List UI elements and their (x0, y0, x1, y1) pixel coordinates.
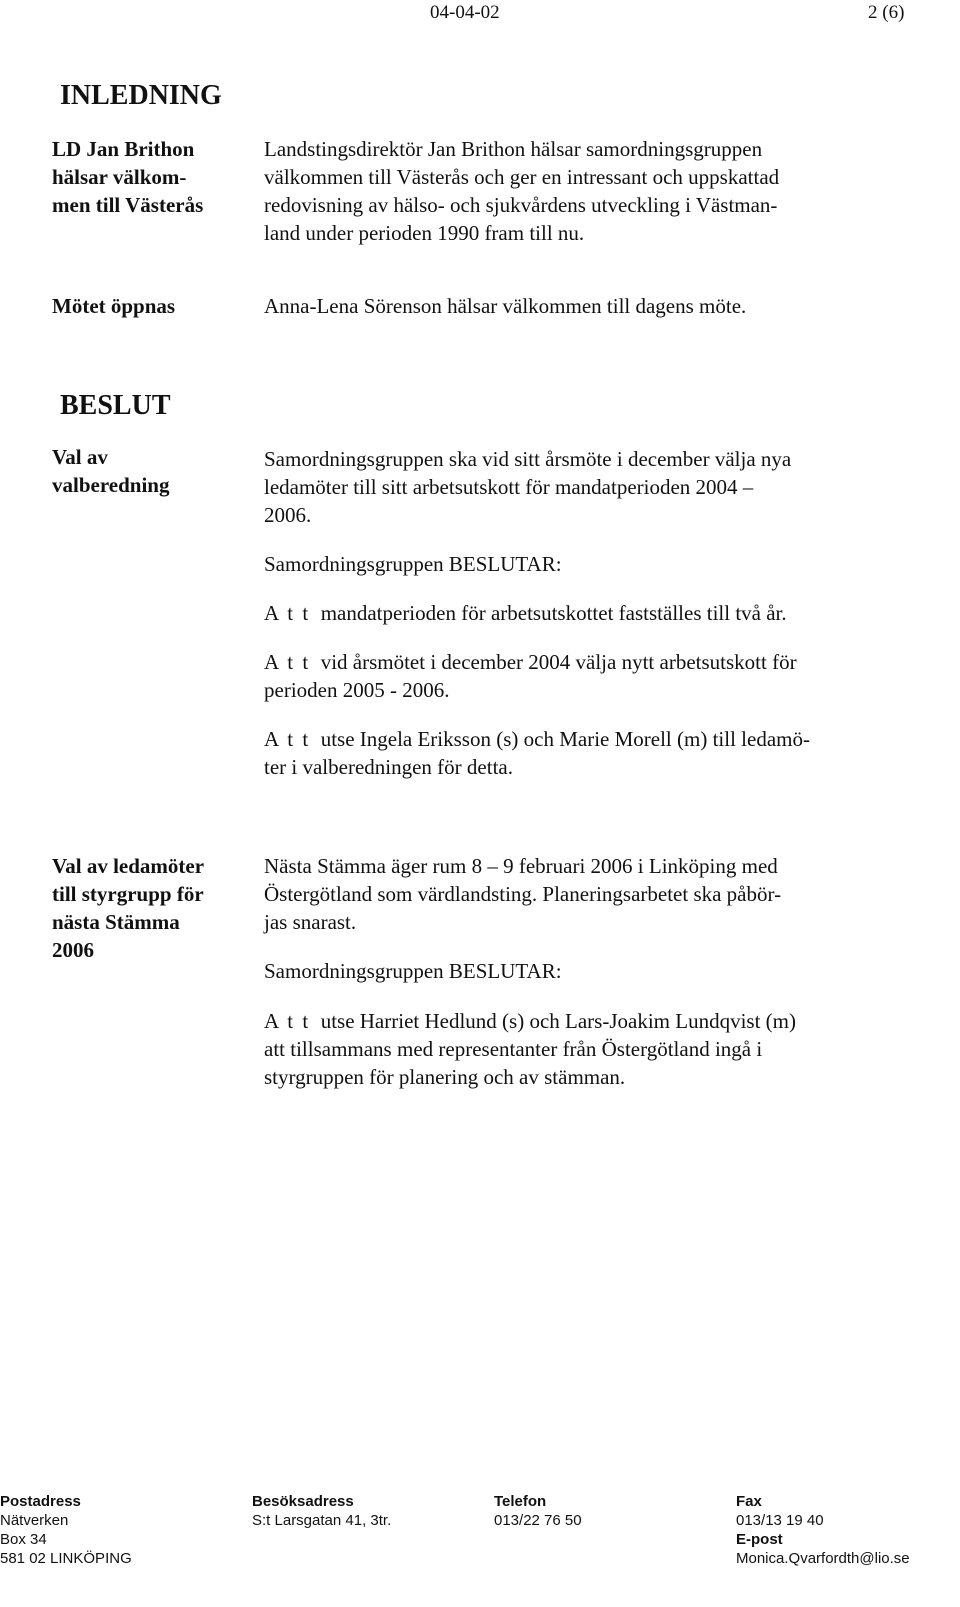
paragraph-line: välkommen till Västerås och ger en intressant och uppskattad (264, 165, 780, 189)
paragraph-line: land under perioden 1990 fram till nu. (264, 221, 585, 245)
side-heading-line: 2006 (52, 938, 94, 962)
att-word: A t t (264, 650, 311, 674)
footer-label: E-post (736, 1531, 783, 1548)
paragraph-line: Nästa Stämma äger rum 8 – 9 februari 2006 i Linköping med (264, 854, 778, 878)
page-number: 2 (6) (868, 2, 905, 23)
paragraph-line: Östergötland som värdlandsting. Planeringsarbetet ska påbör- (264, 882, 782, 906)
decision-text: mandatperioden för arbetsutskottet fastställes till två år. (320, 601, 787, 625)
paragraph-line: redovisning av hälso- och sjukvårdens utveckling i Västman- (264, 193, 778, 217)
valberedning-intro (264, 445, 924, 529)
document-date: 04-04-02 (430, 2, 500, 23)
opening-paragraph: Anna-Lena Sörenson hälsar välkommen till dagens möte. (264, 294, 747, 318)
footer-value: S:t Larsgatan 41, 3tr. (252, 1512, 392, 1529)
att-word: A t t (264, 601, 311, 625)
footer-email[interactable]: Monica.Qvarfordth@lio.se (736, 1550, 910, 1567)
decision-label: Samordningsgruppen BESLUTAR: (264, 959, 562, 983)
paragraph-line: Landstingsdirektör Jan Brithon hälsar samordningsgruppen (264, 137, 763, 161)
decision-label: Samordningsgruppen BESLUTAR: (264, 552, 562, 576)
side-heading-styrgrupp (52, 852, 242, 964)
decision-item (264, 1007, 924, 1091)
footer-label: Fax (736, 1493, 762, 1510)
decision-text: ter i valberedningen för detta. (264, 755, 513, 779)
decision-item (264, 725, 924, 781)
styrgrupp-intro (264, 852, 924, 936)
footer-label: Besöksadress (252, 1493, 354, 1510)
side-heading-line: men till Västerås (52, 193, 204, 217)
decision-text: perioden 2005 - 2006. (264, 678, 450, 702)
side-heading-opening: Mötet öppnas (52, 294, 176, 318)
footer-postadress (0, 1492, 132, 1568)
welcome-paragraph (264, 135, 924, 247)
footer-value: 581 02 LINKÖPING (0, 1550, 132, 1567)
paragraph-line: Samordningsgruppen ska vid sitt årsmöte i december välja nya (264, 447, 792, 471)
footer-value: 013/13 19 40 (736, 1512, 824, 1529)
side-heading-line: valberedning (52, 473, 170, 497)
decision-text: utse Ingela Eriksson (s) och Marie Morell (m) till ledamö- (320, 727, 810, 751)
side-heading-line: Val av ledamöter (52, 854, 205, 878)
footer-label: Telefon (494, 1493, 547, 1510)
side-heading-valberedning (52, 443, 242, 499)
section-heading-beslut: BESLUT (60, 390, 171, 421)
paragraph-line: ledamöter till sitt arbetsutskott för mandatperioden 2004 – (264, 475, 754, 499)
footer-value: 013/22 76 50 (494, 1512, 582, 1529)
side-heading-line: Val av (52, 445, 108, 469)
side-heading-welcome (52, 135, 242, 219)
section-heading-inledning: INLEDNING (60, 80, 222, 111)
decision-text: vid årsmötet i december 2004 välja nytt arbetsutskott för (320, 650, 797, 674)
footer-telefon (494, 1492, 582, 1530)
side-heading-line: till styrgrupp för (52, 882, 204, 906)
footer-fax-epost (736, 1492, 910, 1568)
footer-label: Postadress (0, 1493, 81, 1510)
side-heading-line: LD Jan Brithon (52, 137, 195, 161)
decision-item (264, 648, 924, 704)
decision-text: styrgruppen för planering och av stämman. (264, 1065, 626, 1089)
paragraph-line: jas snarast. (264, 910, 357, 934)
paragraph-line: 2006. (264, 503, 312, 527)
decision-item (264, 599, 924, 627)
side-heading-line: nästa Stämma (52, 910, 180, 934)
footer-value: Nätverken (0, 1512, 69, 1529)
side-heading-line: hälsar välkom- (52, 165, 187, 189)
footer-value: Box 34 (0, 1531, 47, 1548)
footer-besoksadress (252, 1492, 391, 1530)
att-word: A t t (264, 1009, 311, 1033)
decision-text: utse Harriet Hedlund (s) och Lars-Joakim Lundqvist (m) (320, 1009, 796, 1033)
att-word: A t t (264, 727, 311, 751)
decision-text: att tillsammans med representanter från Östergötland ingå i (264, 1037, 763, 1061)
